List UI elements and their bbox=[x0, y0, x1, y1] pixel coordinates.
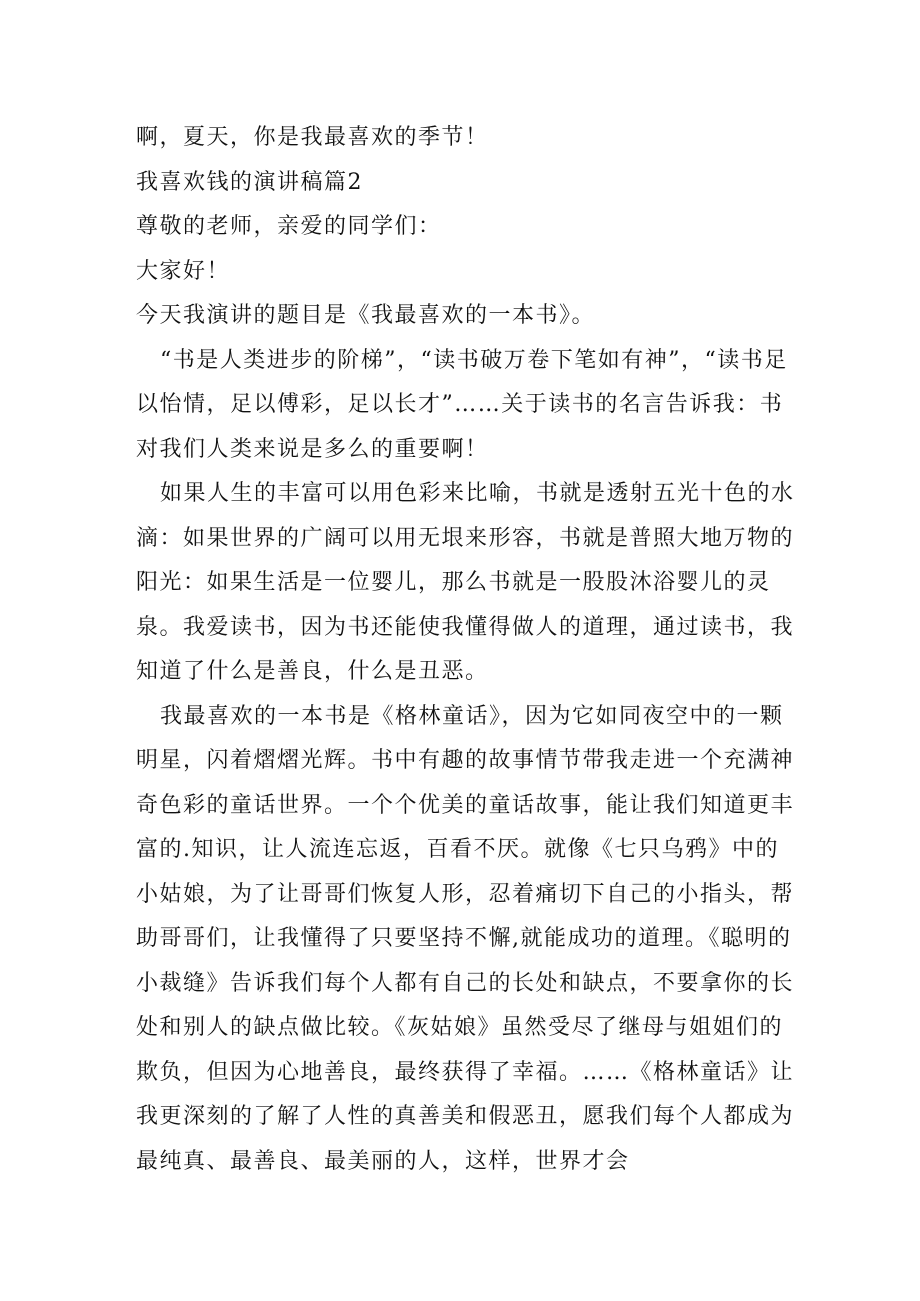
salutation: 尊敬的老师，亲爱的同学们： bbox=[136, 214, 442, 239]
paragraph-quotes: “书是人类进步的阶梯”，“读书破万卷下笔如有神”，“读书足以怡情，足以傅彩，足以长才”……关于读书的名言告诉我：书对我们人类来说是多么的重要啊！ bbox=[136, 347, 788, 462]
paragraph-metaphor: 如果人生的丰富可以用色彩来比喻，书就是透射五光十色的水滴：如果世界的广阔可以用无垠来形容，书就是普照大地万物的阳光：如果生活是一位婴儿，那么书就是一股股沐浴婴儿的灵泉。我爱读书，因为书还能使我懂得做人的道理，通过读书，我知道了什么是善良，什么是丑恶。 bbox=[136, 481, 795, 684]
document-body bbox=[136, 116, 796, 1184]
section-heading: 我喜欢钱的演讲稿篇2 bbox=[136, 169, 363, 195]
paragraph-grimm: 我最喜欢的一本书是《格林童话》，因为它如同夜空中的一颗明星，闪着熠熠光辉。书中有趣的故事情节带我走进一个充满神奇色彩的童话世界。一个个优美的童话故事，能让我们知道更丰富的.知识，让人流连忘返，百看不厌。就像《七只乌鸦》中的小姑娘，为了让哥哥们恢复人形，忍着痛切下自己的小指头，帮助哥哥们，让我懂得了只要坚持不懈,就能成功的道理。《聪明的小裁缝》告诉我们每个人都有自己的长处和缺点，不要拿你的长处和别人的缺点做比较。《灰姑娘》虽然受尽了继母与姐姐们的欺负，但因为心地善良，最终获得了幸福。……《格林童话》让我更深刻的了解了人性的真善美和假恶丑，愿我们每个人都成为最纯真、最善良、最美丽的人，这样，世界才会 bbox=[136, 703, 795, 1174]
greeting: 大家好！ bbox=[136, 258, 231, 284]
speech-topic: 今天我演讲的题目是《我最喜欢的一本书》。 bbox=[136, 303, 596, 328]
text-line: 啊，夏天，你是我最喜欢的季节！ bbox=[136, 125, 489, 150]
